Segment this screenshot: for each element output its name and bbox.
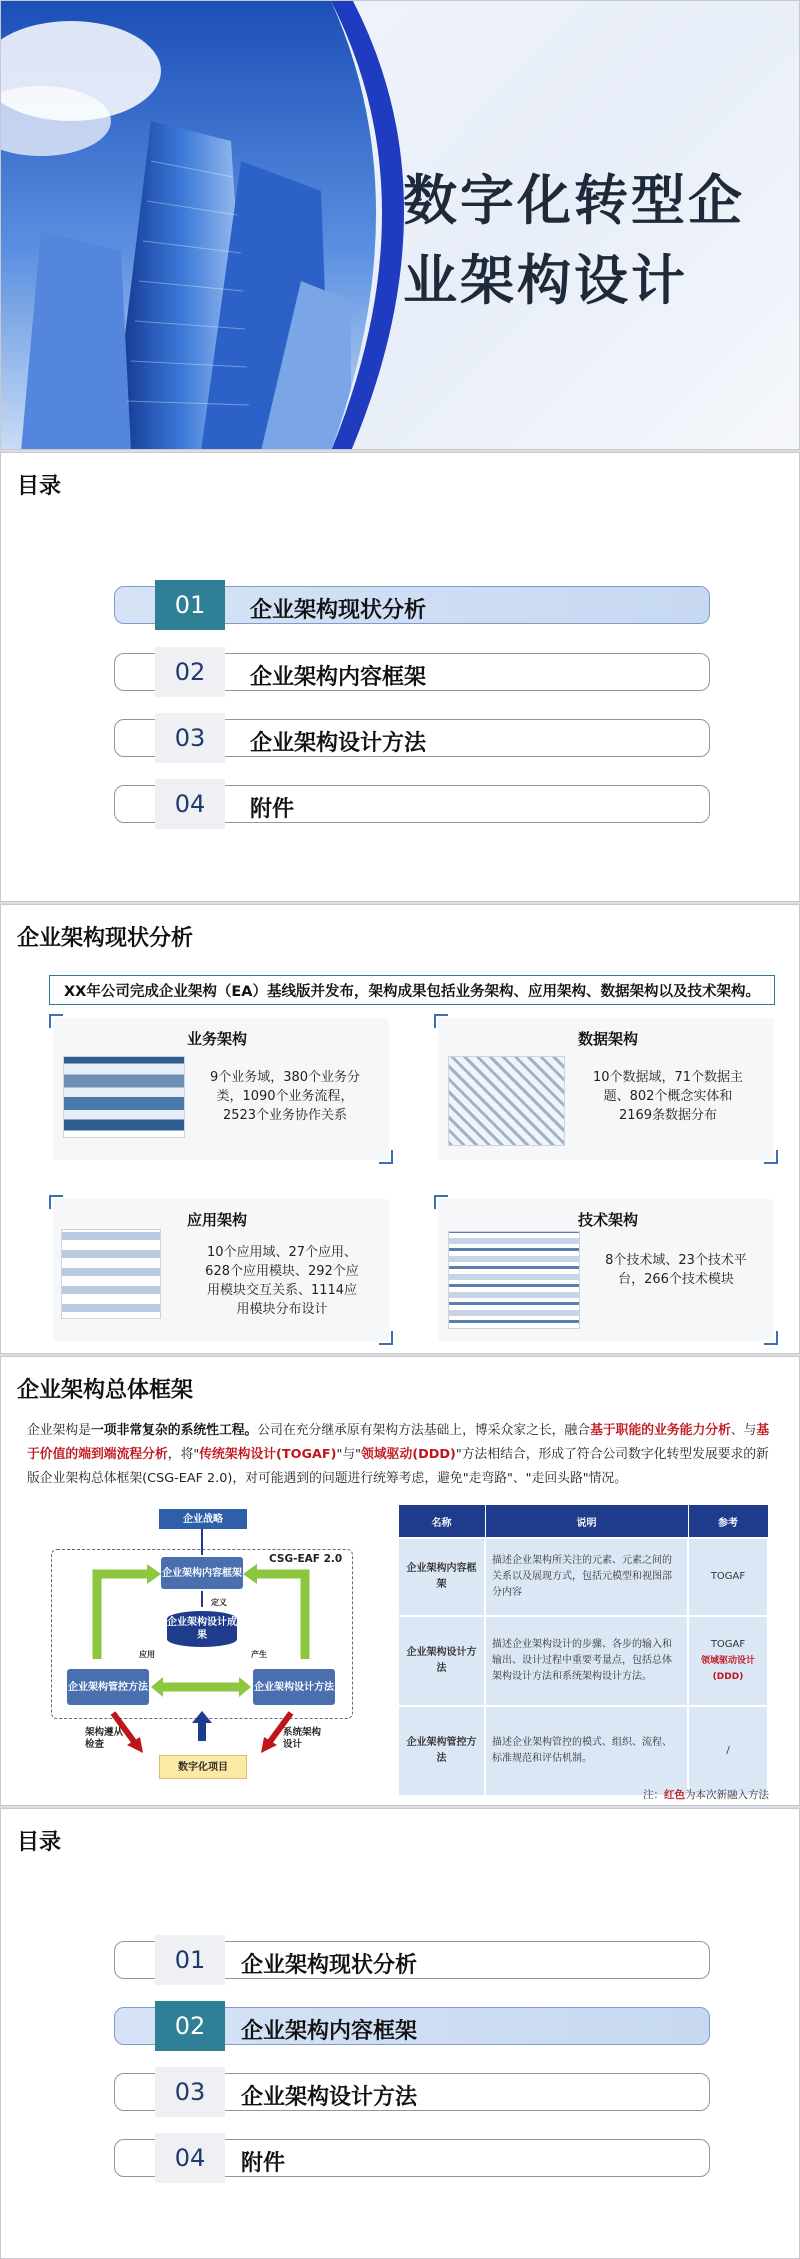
table-row [398, 1706, 768, 1796]
toc-label: 企业架构现状分析 [250, 598, 427, 623]
intro-text: 公司在充分继承原有架构方法基础上，博采众家之长，融合 [257, 1423, 591, 1438]
ref-text: TOGAF [710, 1571, 746, 1582]
toc-number: 01 [155, 580, 225, 630]
ref-highlight: 领域驱动设计(DDD) [700, 1656, 755, 1682]
card-title: 数据架构 [578, 1030, 639, 1048]
toc-number: 02 [155, 2001, 225, 2051]
toc-label: 企业架构设计方法 [250, 731, 427, 756]
card-title: 应用架构 [187, 1211, 248, 1229]
box-design-result: 企业架构设计成果 [167, 1611, 237, 1647]
card-line: 用模块分布设计 [236, 1302, 328, 1317]
card-technical-architecture [438, 1199, 774, 1341]
toc-slide-1 [0, 452, 800, 902]
row-name: 企业架构管控方法 [398, 1706, 485, 1796]
business-architecture-thumbnail [63, 1056, 185, 1138]
toc-label: 附件 [241, 2151, 286, 2176]
cover-title-line2: 业架构设计 [403, 249, 688, 312]
card-line: 10个数据域，71个数据主 [592, 1070, 744, 1085]
technical-architecture-thumbnail [448, 1231, 580, 1329]
card-line: 用模块交互关系、1114应 [206, 1283, 358, 1298]
card-line: 628个应用模块、292个应 [205, 1264, 359, 1279]
data-architecture-thumbnail [448, 1056, 565, 1146]
toc-slide-2 [0, 1808, 800, 2259]
toc-label: 附件 [250, 797, 295, 822]
toc-item-4[interactable] [114, 785, 710, 823]
label-define: 定义 [211, 1598, 227, 1607]
card-text [578, 1068, 758, 1125]
card-title: 业务架构 [187, 1030, 248, 1048]
application-architecture-thumbnail [61, 1229, 161, 1319]
box-governance-method: 企业架构管控方法 [67, 1669, 149, 1705]
card-line: 9个业务域，380个业务分 [209, 1070, 361, 1085]
box-content-framework: 企业架构内容框架 [161, 1557, 243, 1589]
framework-slide [0, 1356, 800, 1806]
toc-number: 04 [155, 779, 225, 829]
toc-item-3[interactable] [114, 2073, 710, 2111]
toc-item-2[interactable] [114, 2007, 710, 2045]
ref-text: / [726, 1745, 730, 1756]
toc-label: 企业架构内容框架 [250, 665, 427, 690]
summary-banner: XX年公司完成企业架构（EA）基线版并发布，架构成果包括业务架构、应用架构、数据架构以及技术架构。 [49, 975, 775, 1005]
row-desc: 描述企业架构管控的模式、组织、流程、标准规范和评估机制。 [485, 1706, 688, 1796]
label-eaf: CSG-EAF 2.0 [269, 1553, 343, 1565]
toc-item-1[interactable] [114, 1941, 710, 1979]
row-name: 企业架构内容框架 [398, 1538, 485, 1616]
row-desc: 描述企业架构所关注的元素、元素之间的关系以及展现方式，包括元模型和视图部分内容 [485, 1538, 688, 1616]
toc-item-4[interactable] [114, 2139, 710, 2177]
toc-label: 企业架构内容框架 [241, 2019, 418, 2044]
intro-text: ，将" [167, 1447, 200, 1462]
note-text: 为本次新融入方法 [685, 1789, 769, 1801]
toc-title: 目录 [17, 474, 62, 499]
card-text [195, 1068, 375, 1125]
table-header: 参考 [688, 1505, 768, 1539]
card-line: 2169条数据分布 [618, 1108, 718, 1123]
intro-highlight: 基于职能的业务能力分析 [590, 1423, 731, 1438]
toc-number: 03 [155, 713, 225, 763]
card-data-architecture [438, 1018, 774, 1160]
box-digital-project: 数字化项目 [159, 1755, 247, 1779]
slide-title: 企业架构总体框架 [17, 1378, 194, 1403]
card-line: 8个技术域、23个技术平 [605, 1253, 747, 1268]
toc-item-2[interactable] [114, 653, 710, 691]
row-ref [688, 1538, 768, 1616]
toc-item-1[interactable] [114, 586, 710, 624]
intro-text: "与" [336, 1447, 362, 1462]
intro-text: 企业架构是 [27, 1423, 91, 1438]
intro-text: 、与 [730, 1423, 757, 1438]
toc-number: 02 [155, 647, 225, 697]
footnote [643, 1787, 769, 1802]
box-enterprise-strategy: 企业战略 [159, 1509, 247, 1529]
card-text [588, 1251, 764, 1289]
label-compliance-check: 架构遵从检查 [85, 1727, 124, 1750]
card-title: 技术架构 [578, 1211, 639, 1229]
table-header: 名称 [398, 1505, 485, 1539]
framework-table [397, 1504, 769, 1797]
row-name: 企业架构设计方法 [398, 1616, 485, 1706]
toc-label: 企业架构设计方法 [241, 2085, 418, 2110]
toc-item-3[interactable] [114, 719, 710, 757]
toc-number: 04 [155, 2133, 225, 2183]
intro-highlight: 传统架构设计(TOGAF) [199, 1447, 337, 1462]
status-slide [0, 904, 800, 1354]
toc-number: 03 [155, 2067, 225, 2117]
card-line: 台，266个技术模块 [618, 1272, 734, 1287]
intro-highlight: 领域驱动(DDD) [361, 1447, 456, 1462]
cover-title-line1: 数字化转型企 [403, 169, 745, 232]
label-apply: 应用 [139, 1650, 155, 1659]
intro-text: "方法相结合，形成了符合公司数字化转型发展要求的新版企业架构总体框架(CSG-EAF 2.0)，对可能遇到的问题进行统筹考虑，避免"走弯路"、"走回头路"情况。 [27, 1447, 769, 1486]
cover-slide [0, 0, 800, 450]
table-header: 说明 [485, 1505, 688, 1539]
framework-diagram [47, 1509, 357, 1789]
intro-highlight: 基于价值的端到端流程分析 [27, 1423, 770, 1462]
card-line: 题、802个概念实体和 [603, 1089, 733, 1104]
card-application-architecture [53, 1199, 389, 1341]
card-business-architecture [53, 1018, 389, 1160]
ref-text: TOGAF [710, 1639, 746, 1650]
box-design-method: 企业架构设计方法 [253, 1669, 335, 1705]
label-produce: 产生 [251, 1650, 267, 1659]
card-text [187, 1243, 377, 1319]
row-desc: 描述企业架构设计的步骤、各步的输入和输出、设计过程中重要考量点，包括总体架构设计方法和系统架构设计方法。 [485, 1616, 688, 1706]
card-line: 2523个业务协作关系 [222, 1108, 348, 1123]
table-row [398, 1616, 768, 1706]
slide-title: 企业架构现状分析 [17, 926, 194, 951]
toc-label: 企业架构现状分析 [241, 1953, 418, 1978]
note-highlight: 红色 [664, 1789, 685, 1801]
toc-number: 01 [155, 1935, 225, 1985]
card-line: 类，1090个业务流程， [216, 1089, 354, 1104]
intro-emphasis: 一项非常复杂的系统性工程。 [90, 1423, 258, 1438]
card-line: 10个应用域、27个应用、 [206, 1245, 358, 1260]
note-text: 注： [643, 1789, 664, 1801]
toc-title: 目录 [17, 1830, 62, 1855]
cover-title [403, 161, 745, 321]
label-system-design: 系统架构设计 [283, 1727, 322, 1750]
table-row [398, 1538, 768, 1616]
framework-intro [27, 1419, 775, 1491]
row-ref [688, 1616, 768, 1706]
row-ref [688, 1706, 768, 1796]
